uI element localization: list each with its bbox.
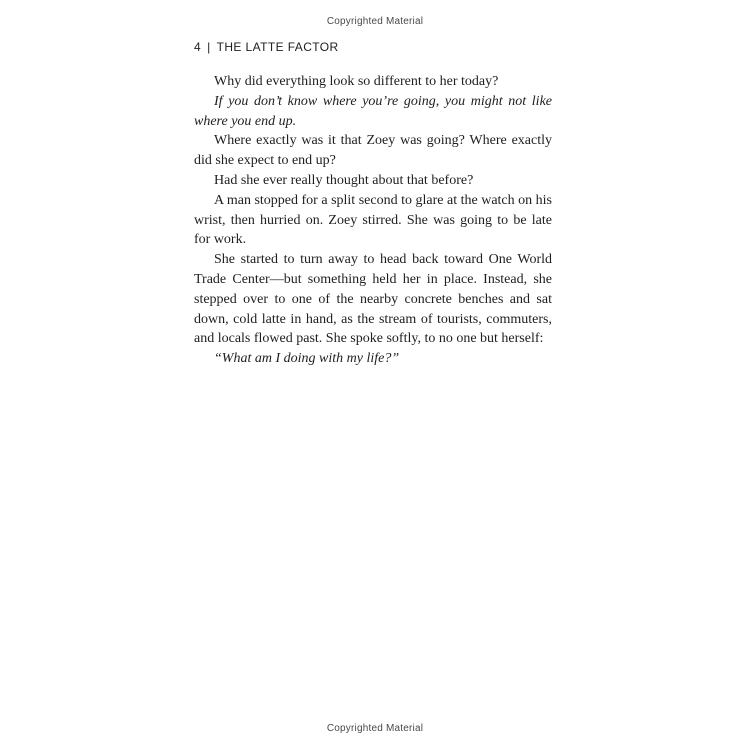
running-head-separator: |: [207, 40, 211, 54]
copyright-watermark-bottom: Copyrighted Material: [326, 723, 424, 734]
paragraph: Why did everything look so different to her today?: [214, 74, 499, 89]
paragraph: She started to turn away to head back toward One World Trade Center—but something held her in place. Instead, she stepped over to one of the nearby concrete benches and sat down, cold latte in hand, as the stream of tourists, commuters, and locals flowed past. She spoke softly, to no one but herself:: [194, 252, 552, 347]
body-text: [194, 72, 552, 369]
running-head: [194, 40, 339, 54]
paragraph-italic: If you don’t know where you’re going, you might not like where you end up.: [194, 93, 552, 129]
paragraph: Had she ever really thought about that before?: [214, 172, 474, 188]
paragraph: A man stopped for a split second to glare at the watch on his wrist, then hurried on. Zoey stirred. She was going to be late for work.: [194, 192, 552, 248]
copyright-watermark-top: Copyrighted Material: [326, 16, 424, 27]
paragraph: Where exactly was it that Zoey was going? Where exactly did she expect to end up?: [194, 133, 552, 169]
page-number: 4: [194, 40, 202, 54]
book-title: THE LATTE FACTOR: [216, 40, 339, 54]
paragraph-italic: “What am I doing with my life?”: [214, 351, 400, 367]
